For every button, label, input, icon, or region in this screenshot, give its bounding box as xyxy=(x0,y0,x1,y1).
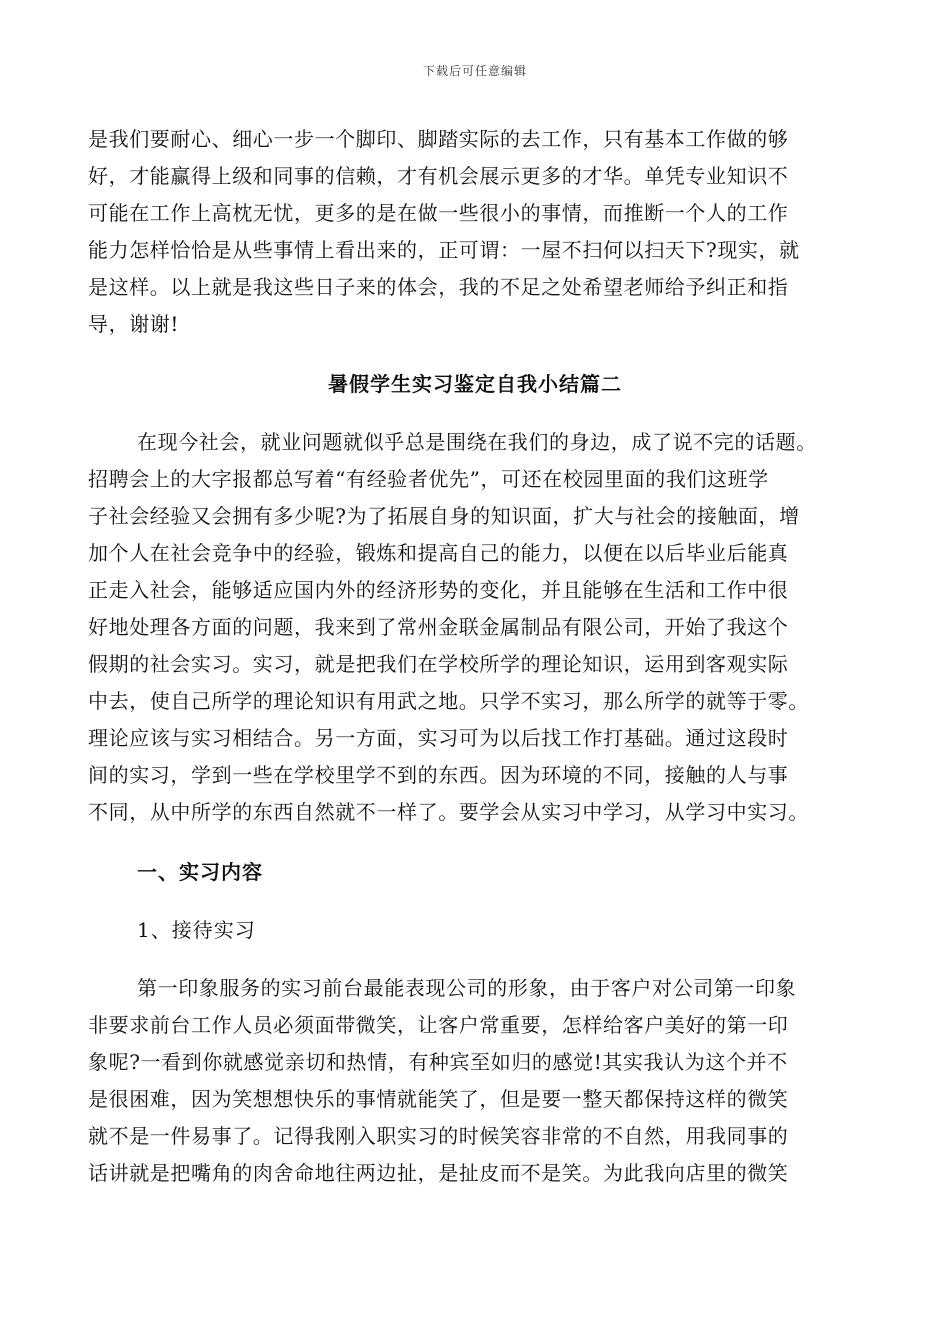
section-heading: 一、实习内容 xyxy=(137,860,263,884)
paragraph-1-line: 是我们要耐心、细心一步一个脚印、脚踏实际的去工作，只有基本工作做的够 xyxy=(88,127,789,151)
paragraph-2-line: 加个人在社会竞争中的经验，锻炼和提高自己的能力，以便在以后毕业后能真 xyxy=(88,541,789,565)
paragraph-3-line: 非要求前台工作人员必须面带微笑，让客户常重要，怎样给客户美好的第一印 xyxy=(88,1013,789,1037)
paragraph-1-line: 导，谢谢! xyxy=(88,312,180,336)
header-note: 下载后可任意编辑 xyxy=(422,64,527,78)
paragraph-2-line: 假期的社会实习。实习，就是把我们在学校所学的理论知识，运用到客观实际 xyxy=(88,652,789,676)
paragraph-3-line: 就不是一件易事了。记得我刚入职实习的时候笑容非常的不自然，用我同事的 xyxy=(88,1124,789,1148)
paragraph-2-line: 正走入社会，能够适应国内外的经济形势的变化，并且能够在生活和工作中很 xyxy=(88,578,789,602)
paragraph-2-line: 理论应该与实习相结合。另一方面，实习可为以后找工作打基础。通过这段时 xyxy=(88,726,789,750)
paragraph-3-line: 是很困难，因为笑想想快乐的事情就能笑了，但是要一整天都保持这样的微笑 xyxy=(88,1087,789,1111)
subheading: 1、接待实习 xyxy=(137,918,256,942)
paragraph-1-line: 是这样。以上就是我这些日子来的体会，我的不足之处希望老师给予纠正和指 xyxy=(88,275,789,299)
paragraph-1-line: 好，才能赢得上级和同事的信赖，才有机会展示更多的才华。单凭专业知识不 xyxy=(88,164,789,188)
document-title: 暑假学生实习鉴定自我小结篇二 xyxy=(328,372,622,396)
paragraph-1-line: 可能在工作上高枕无忧，更多的是在做一些很小的事情，而推断一个人的工作 xyxy=(88,201,789,225)
paragraph-3-line: 话讲就是把嘴角的肉舍命地往两边扯，是扯皮而不是笑。为此我向店里的微笑 xyxy=(88,1161,789,1185)
paragraph-2-line: 子社会经验又会拥有多少呢?为了拓展自身的知识面，扩大与社会的接触面，增 xyxy=(88,504,800,528)
paragraph-2-line: 不同，从中所学的东西自然就不一样了。要学会从实习中学习，从学习中实习。 xyxy=(88,800,809,824)
paragraph-3-line: 第一印象服务的实习前台最能表现公司的形象，由于客户对公司第一印象 xyxy=(137,976,797,1000)
paragraph-2-line: 在现今社会，就业问题就似乎总是围绕在我们的身边，成了说不完的话题。 xyxy=(137,430,817,454)
paragraph-3-line: 象呢?一看到你就感觉亲切和热情，有种宾至如归的感觉!其实我认为这个并不 xyxy=(88,1050,788,1074)
paragraph-2-line: 间的实习，学到一些在学校里学不到的东西。因为环境的不同，接触的人与事 xyxy=(88,763,789,787)
paragraph-2-line: 招聘会上的大字报都总写着“有经验者优先”，可还在校园里面的我们这班学 xyxy=(88,467,769,491)
paragraph-2-line: 好地处理各方面的问题，我来到了常州金联金属制品有限公司，开始了我这个 xyxy=(88,615,789,639)
paragraph-1-line: 能力怎样恰恰是从些事情上看出来的，正可谓：一屋不扫何以扫天下?现实，就 xyxy=(88,238,800,262)
paragraph-2-line: 中去，使自己所学的理论知识有用武之地。只学不实习，那么所学的就等于零。 xyxy=(88,689,809,713)
